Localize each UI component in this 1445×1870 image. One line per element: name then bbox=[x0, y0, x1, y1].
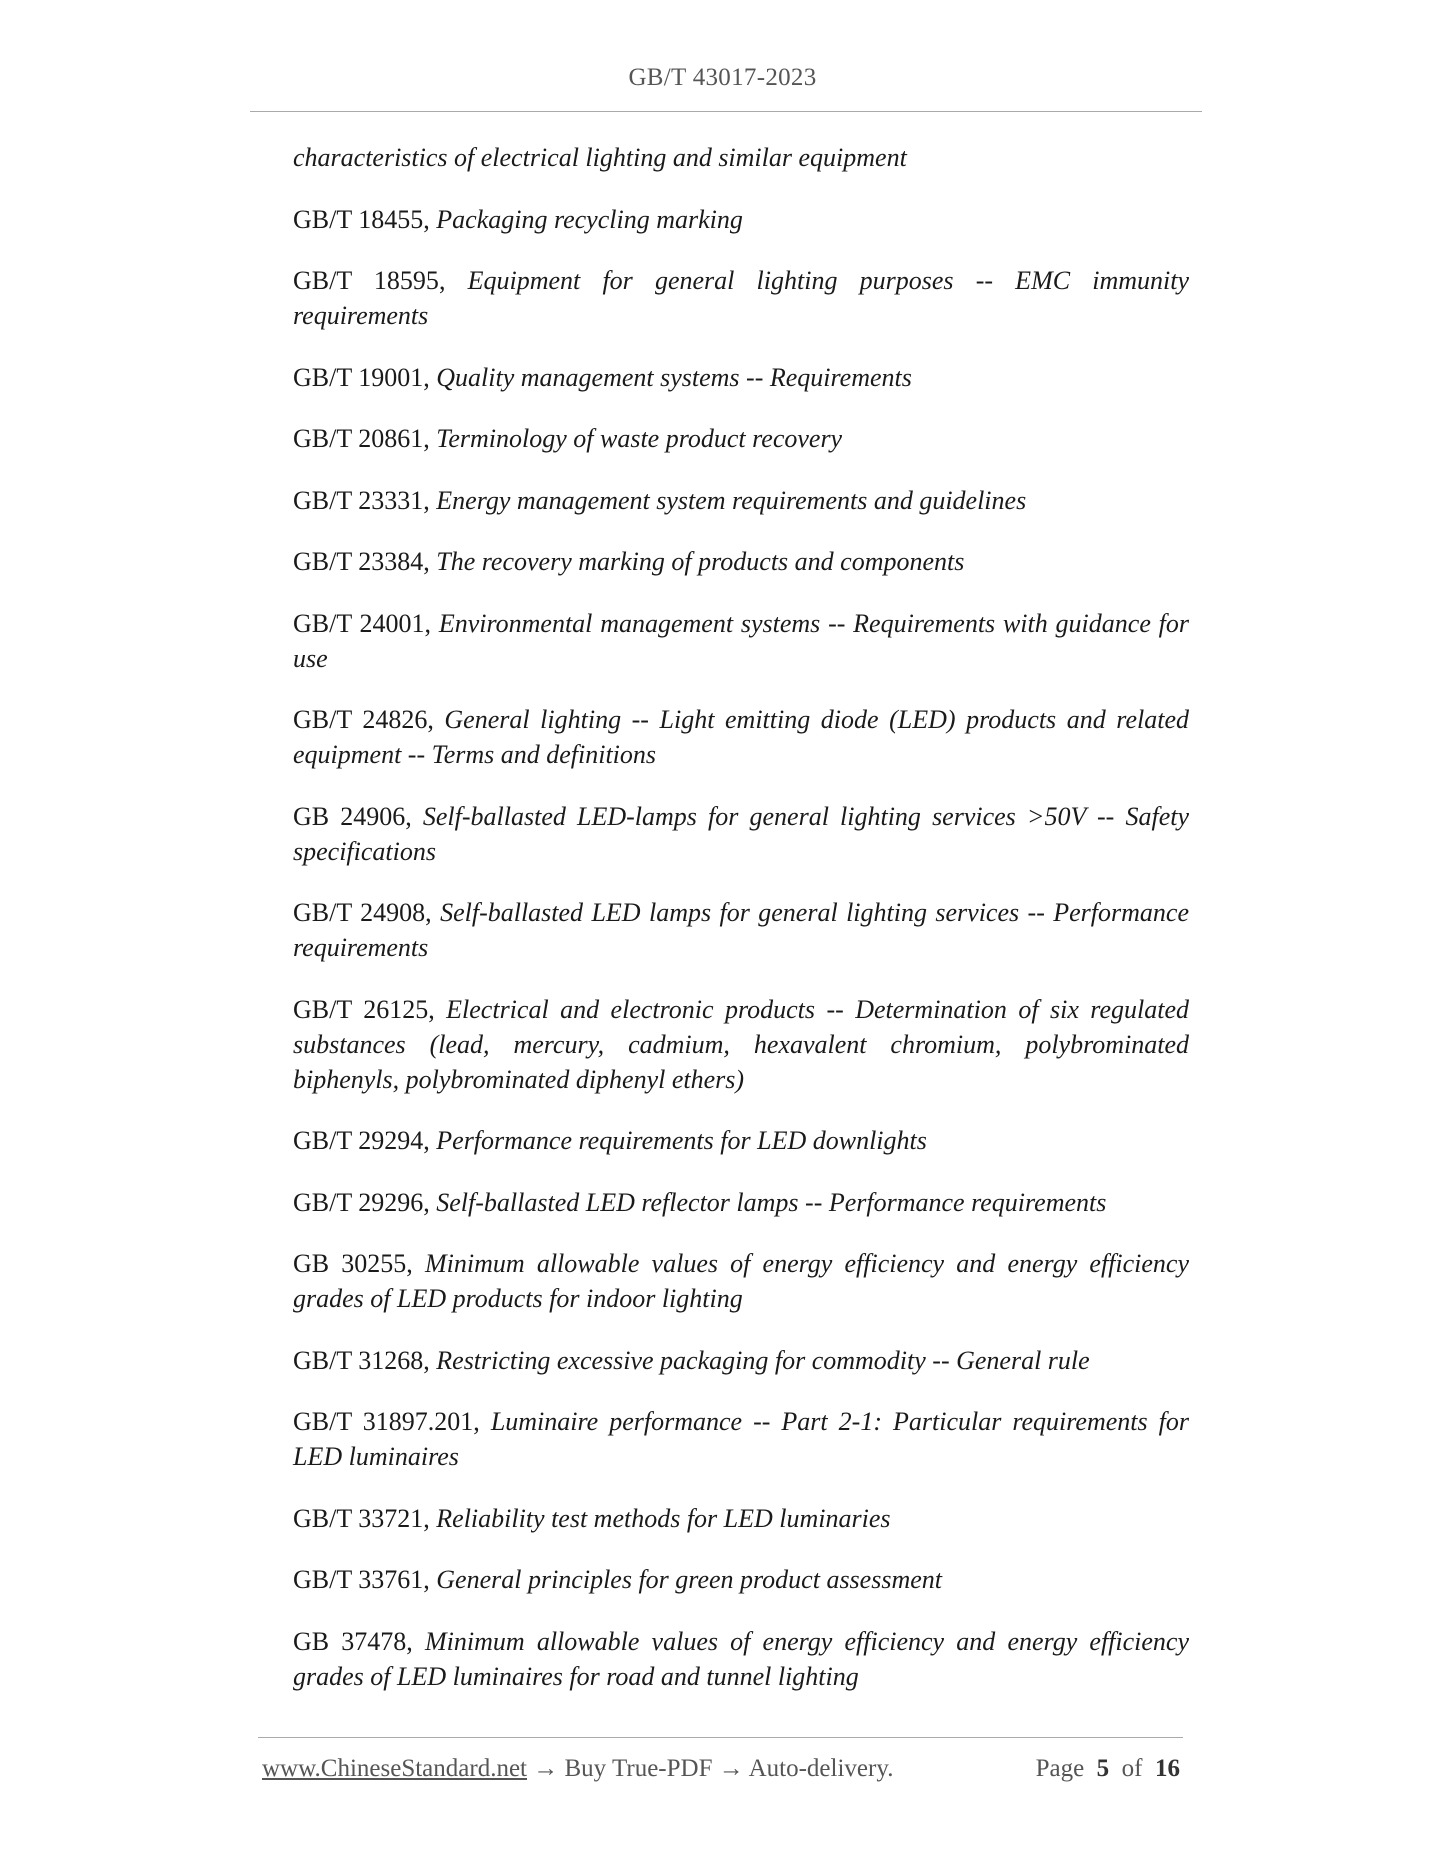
reference-separator: , bbox=[405, 801, 423, 831]
reference-title: Performance requirements for LED downlights bbox=[436, 1126, 927, 1155]
reference-item bbox=[293, 202, 1189, 237]
reference-separator: , bbox=[427, 705, 445, 734]
reference-code: GB/T 29294 bbox=[293, 1126, 424, 1155]
reference-title: Reliability test methods for LED luminaries bbox=[436, 1503, 891, 1533]
reference-item bbox=[293, 1123, 1189, 1158]
reference-title: The recovery marking of products and components bbox=[436, 547, 965, 576]
reference-title: Electrical and electronic products -- Determination of six regulated substances (lead, mercury, cadmium, hexavalent chromium, polybrominated biphenyls, polybrominated diphenyl ethers) bbox=[293, 994, 1189, 1094]
reference-code: GB 37478 bbox=[293, 1626, 407, 1656]
reference-title: Packaging recycling marking bbox=[436, 204, 743, 234]
reference-code: GB/T 26125 bbox=[293, 994, 429, 1024]
page-label: Page bbox=[1035, 1755, 1085, 1782]
reference-item bbox=[293, 1185, 1189, 1220]
reference-title: Restricting excessive packaging for commodity -- General rule bbox=[436, 1345, 1090, 1375]
reference-title: Terminology of waste product recovery bbox=[436, 424, 843, 453]
reference-separator: , bbox=[428, 994, 447, 1024]
reference-separator: , bbox=[423, 1126, 437, 1155]
reference-separator: , bbox=[423, 1565, 437, 1594]
reference-code: GB/T 19001 bbox=[293, 362, 424, 392]
reference-item bbox=[293, 544, 1189, 579]
normative-references-list bbox=[293, 140, 1189, 1720]
reference-title: Minimum allowable values of energy efficiency and energy efficiency grades of LED products for indoor lighting bbox=[293, 1249, 1190, 1313]
arrow-right-icon: → bbox=[718, 1755, 744, 1782]
reference-code: GB/T 24908 bbox=[293, 898, 426, 927]
total-pages-number: 16 bbox=[1155, 1755, 1180, 1782]
reference-item bbox=[293, 992, 1189, 1097]
reference-separator: , bbox=[438, 266, 468, 295]
reference-separator: , bbox=[406, 1626, 425, 1656]
footer-promo bbox=[262, 1755, 893, 1783]
arrow-right-icon: → bbox=[533, 1755, 559, 1782]
reference-separator: , bbox=[423, 1345, 437, 1375]
page-counter bbox=[1036, 1755, 1180, 1783]
reference-title: Equipment for general lighting purposes -- EMC immunity requirements bbox=[293, 266, 1190, 330]
reference-code: GB/T 23331 bbox=[293, 485, 424, 515]
reference-title: characteristics of electrical lighting and similar equipment bbox=[293, 143, 907, 172]
reference-title: Self-ballasted LED lamps for general lighting services -- Performance requirements bbox=[293, 898, 1189, 962]
reference-title: Energy management system requirements and guidelines bbox=[436, 485, 1027, 515]
reference-separator: , bbox=[423, 204, 437, 234]
reference-code: GB/T 31897.201 bbox=[293, 1407, 474, 1436]
reference-code: GB/T 31268 bbox=[293, 1345, 424, 1375]
reference-title: Environmental management systems -- Requirements with guidance for use bbox=[293, 608, 1189, 673]
buy-true-pdf-text: Buy True-PDF bbox=[564, 1755, 713, 1782]
reference-separator: , bbox=[473, 1407, 491, 1436]
reference-code: GB/T 29296 bbox=[293, 1187, 424, 1217]
reference-item bbox=[293, 1404, 1189, 1474]
reference-item bbox=[293, 483, 1189, 518]
reference-code: GB/T 24826 bbox=[293, 705, 428, 734]
reference-code: GB/T 23384 bbox=[293, 547, 424, 576]
reference-item bbox=[293, 799, 1189, 869]
reference-separator: , bbox=[424, 608, 439, 638]
reference-title: Self-ballasted LED-lamps for general lighting services >50V -- Safety specifications bbox=[293, 801, 1189, 866]
reference-title: Quality management systems -- Requirements bbox=[436, 362, 912, 392]
document-header-title: GB/T 43017-2023 bbox=[628, 64, 817, 91]
reference-code: GB/T 20861 bbox=[293, 424, 424, 453]
reference-item bbox=[293, 360, 1189, 395]
reference-item bbox=[293, 263, 1189, 333]
reference-item bbox=[293, 421, 1189, 456]
reference-code: GB 30255 bbox=[293, 1249, 407, 1278]
reference-item bbox=[293, 140, 1189, 175]
reference-code: GB 24906 bbox=[293, 801, 406, 831]
reference-separator: , bbox=[425, 898, 441, 927]
reference-code: GB/T 24001 bbox=[293, 608, 425, 638]
header-divider bbox=[250, 111, 1202, 112]
reference-item bbox=[293, 702, 1189, 772]
reference-title: Minimum allowable values of energy efficiency and energy efficiency grades of LED luminaires for road and tunnel lighting bbox=[293, 1626, 1190, 1691]
of-label: of bbox=[1121, 1755, 1143, 1782]
reference-separator: , bbox=[423, 485, 437, 515]
reference-separator: , bbox=[423, 424, 437, 453]
reference-title: General principles for green product assessment bbox=[436, 1565, 942, 1594]
reference-separator: , bbox=[423, 547, 437, 576]
reference-item bbox=[293, 1501, 1189, 1536]
reference-item bbox=[293, 895, 1189, 965]
reference-separator: , bbox=[423, 1187, 437, 1217]
footer-divider bbox=[258, 1737, 1183, 1738]
reference-title: Luminaire performance -- Part 2-1: Particular requirements for LED luminaires bbox=[293, 1407, 1189, 1471]
reference-separator: , bbox=[423, 1503, 437, 1533]
reference-title: General lighting -- Light emitting diode (LED) products and related equipment -- Terms and definitions bbox=[293, 705, 1189, 769]
reference-title: Self-ballasted LED reflector lamps -- Performance requirements bbox=[436, 1187, 1107, 1217]
reference-code: GB/T 33721 bbox=[293, 1503, 424, 1533]
reference-separator: , bbox=[423, 362, 437, 392]
current-page-number: 5 bbox=[1096, 1755, 1110, 1782]
reference-code: GB/T 18595 bbox=[293, 266, 439, 295]
reference-code: GB/T 18455 bbox=[293, 204, 424, 234]
auto-delivery-text: Auto-delivery. bbox=[748, 1755, 894, 1782]
reference-item bbox=[293, 606, 1189, 676]
reference-separator: , bbox=[406, 1249, 425, 1278]
website-link[interactable]: www.ChineseStandard.net bbox=[262, 1755, 527, 1782]
reference-code: GB/T 33761 bbox=[293, 1565, 424, 1594]
reference-item bbox=[293, 1246, 1189, 1316]
reference-item bbox=[293, 1624, 1189, 1694]
reference-item bbox=[293, 1562, 1189, 1597]
reference-item bbox=[293, 1343, 1189, 1378]
